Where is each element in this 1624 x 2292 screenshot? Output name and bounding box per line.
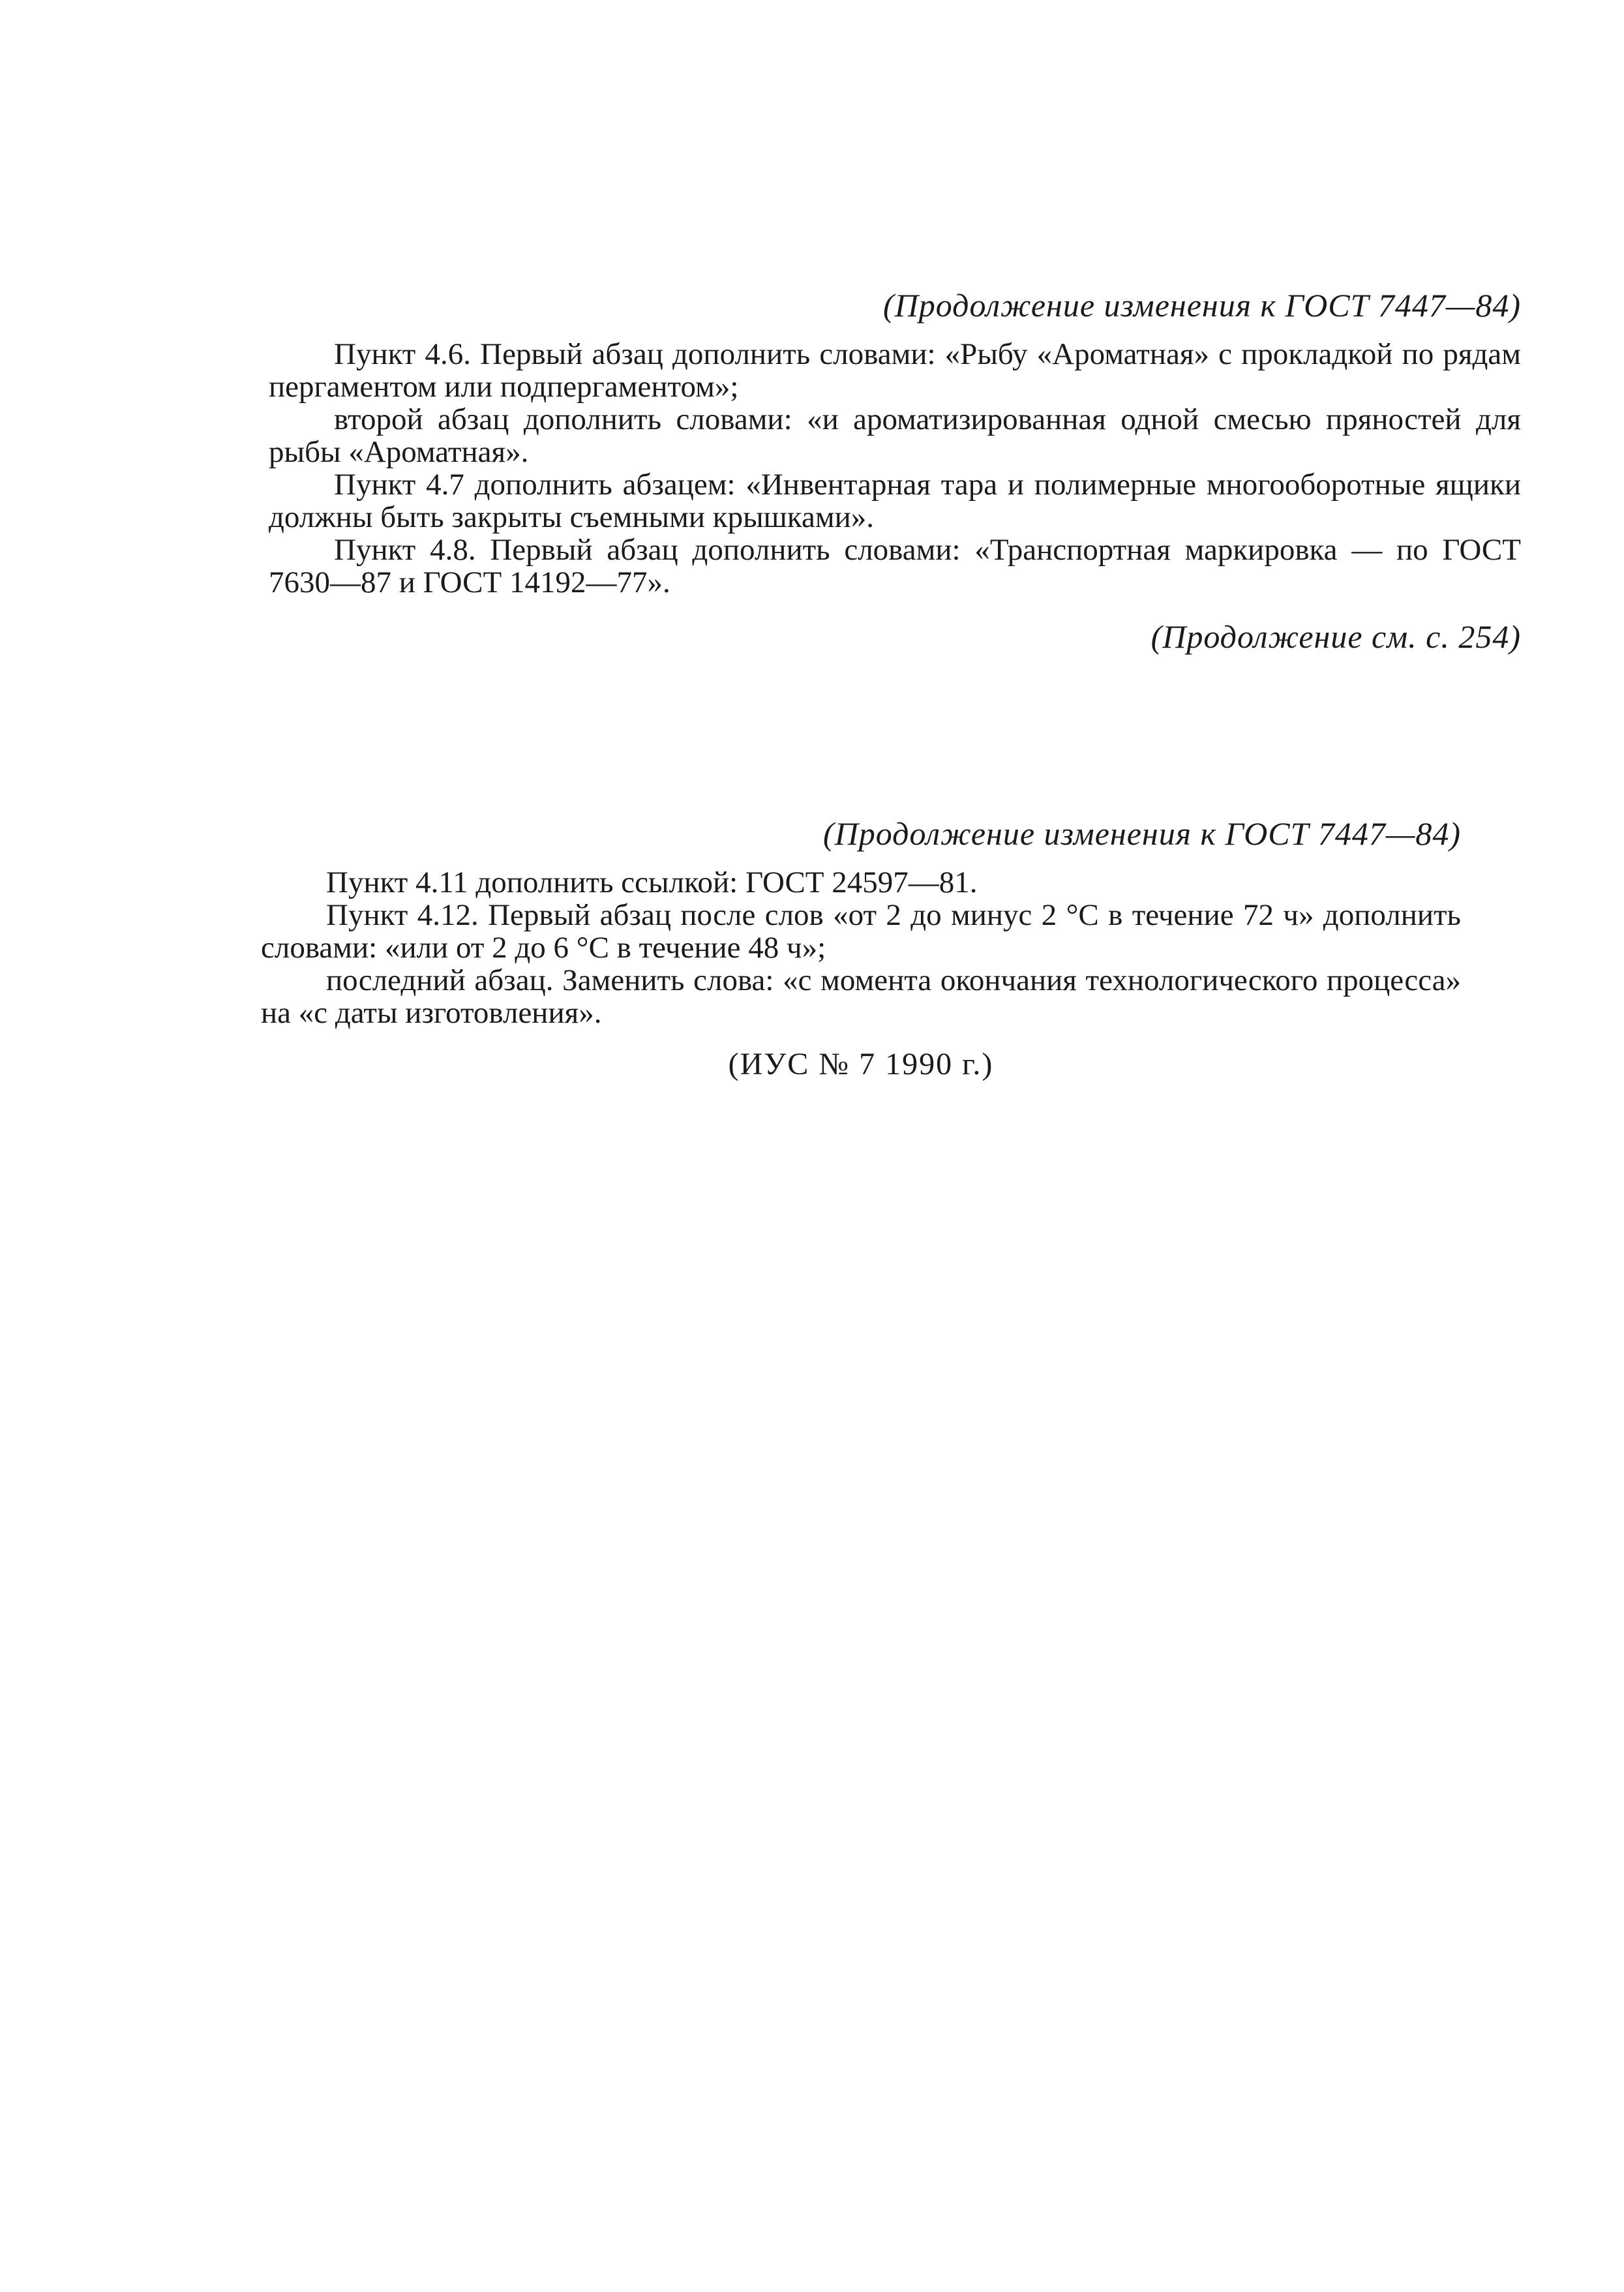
paragraph-4-6-first: Пункт 4.6. Первый абзац дополнить словами: «Рыбу «Ароматная» с прокладкой по рядам пергаментом или подпергаментом»; (269, 337, 1521, 404)
amendment-section-2 (261, 814, 1461, 1084)
section-heading: (Продолжение изменения к ГОСТ 7447—84) (883, 287, 1521, 324)
paragraph-4-12-first: Пункт 4.12. Первый абзац после слов «от 2 до минус 2 °С в течение 72 ч» дополнить словами: «или от 2 до 6 °С в течение 48 ч»; (261, 898, 1461, 965)
amendment-section-1 (269, 286, 1521, 656)
section-heading: (Продолжение изменения к ГОСТ 7447—84) (823, 815, 1461, 852)
paragraph-4-11: Пункт 4.11 дополнить ссылкой: ГОСТ 24597—81. (326, 866, 978, 899)
continued-note: (Продолжение см. с. 254) (1150, 618, 1521, 655)
paragraph-4-8: Пункт 4.8. Первый абзац дополнить словами: «Транспортная маркировка — по ГОСТ 7630—87 и ГОСТ 14192—77». (269, 533, 1521, 599)
publication-source: (ИУС № 7 1990 г.) (728, 1047, 994, 1081)
paragraph-4-7: Пункт 4.7 дополнить абзацем: «Инвентарная тара и полимерные многооборотные ящики должны быть закрыты съемными крышками». (269, 468, 1521, 534)
paragraph-4-12-last: последний абзац. Заменить слова: «с момента окончания технологического процесса» на «с даты изготовления». (261, 963, 1461, 1030)
paragraph-4-6-second: второй абзац дополнить словами: «и ароматизированная одной смесью пряностей для рыбы «Ароматная». (269, 402, 1521, 469)
